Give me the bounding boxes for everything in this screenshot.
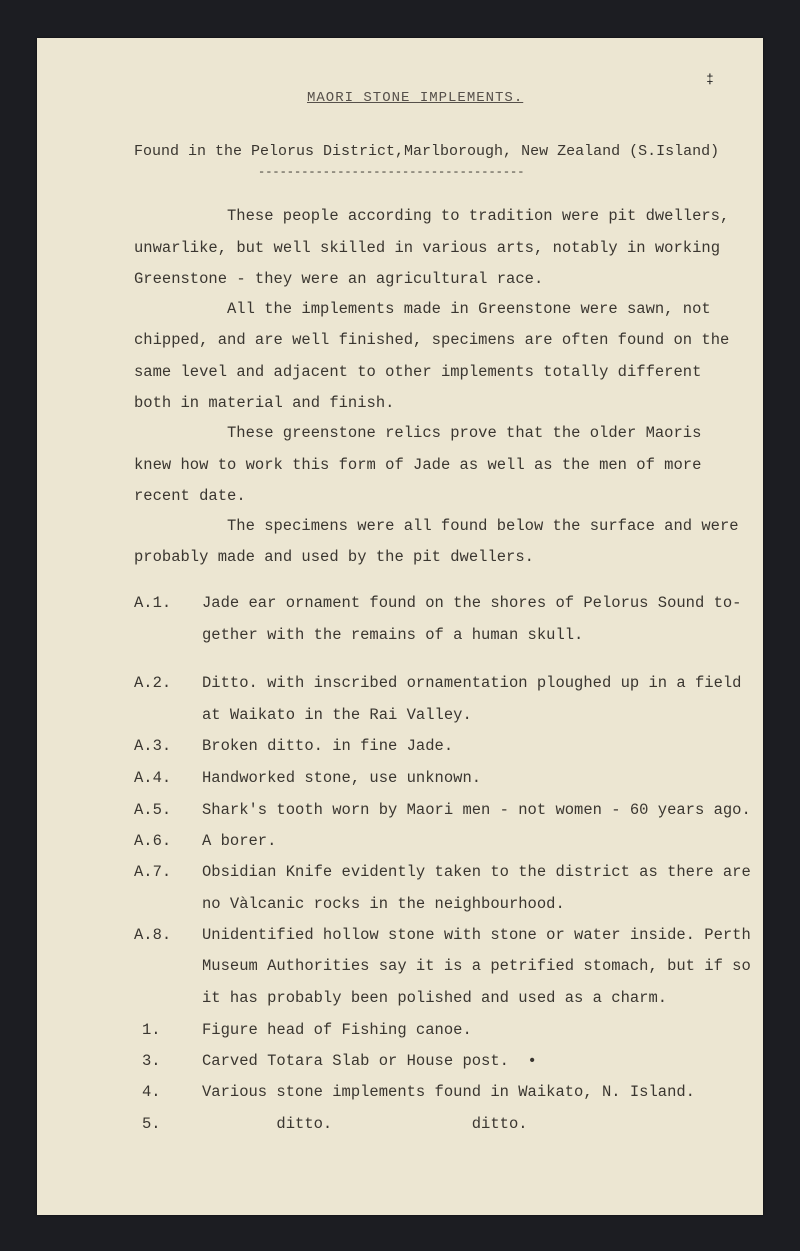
item-text: no Vàlcanic rocks in the neighbourhood. (202, 895, 565, 913)
item-number: 5. (142, 1115, 161, 1133)
para-3-line-2: knew how to work this form of Jade as well as the men of more (134, 456, 702, 474)
para-4-line-2: probably made and used by the pit dwellers. (134, 548, 534, 566)
item-number: A.8. (134, 926, 172, 944)
para-4-line-1: The specimens were all found below the surface and were (227, 517, 739, 535)
item-number: A.7. (134, 863, 172, 881)
para-2-line-4: both in material and finish. (134, 394, 395, 412)
item-text: Figure head of Fishing canoe. (202, 1021, 472, 1039)
corner-mark: ‡ (706, 72, 714, 87)
item-text: A borer. (202, 832, 277, 850)
item-text: at Waikato in the Rai Valley. (202, 706, 472, 724)
item-number: A.3. (134, 737, 172, 755)
document-subtitle: Found in the Pelorus District,Marlborough, New Zealand (S.Island) (134, 143, 720, 160)
item-text: Jade ear ornament found on the shores of Pelorus Sound to- (202, 594, 742, 612)
item-number: 4. (142, 1083, 161, 1101)
item-number: A.5. (134, 801, 172, 819)
item-number: 1. (142, 1021, 161, 1039)
item-number: A.2. (134, 674, 172, 692)
item-text: Broken ditto. in fine Jade. (202, 737, 454, 755)
para-2-line-2: chipped, and are well finished, specimens are often found on the (134, 331, 730, 349)
item-number: 3. (142, 1052, 161, 1070)
item-text: Carved Totara Slab or House post. • (202, 1052, 537, 1070)
para-2-line-1: All the implements made in Greenstone were sawn, not (227, 300, 711, 318)
para-3-line-3: recent date. (134, 487, 246, 505)
document-title: MAORI STONE IMPLEMENTS. (307, 90, 524, 106)
para-2-line-3: same level and adjacent to other implements totally different (134, 363, 702, 381)
item-text: Obsidian Knife evidently taken to the district as there are (202, 863, 751, 881)
item-number: A.1. (134, 594, 172, 612)
item-text: gether with the remains of a human skull. (202, 626, 584, 644)
para-3-line-1: These greenstone relics prove that the older Maoris (227, 424, 702, 442)
subtitle-rule: ------------------------------------- (258, 165, 525, 179)
para-1-line-3: Greenstone - they were an agricultural race. (134, 270, 544, 288)
item-number: A.4. (134, 769, 172, 787)
item-text: Museum Authorities say it is a petrified stomach, but if so (202, 957, 751, 975)
item-text: Shark's tooth worn by Maori men - not women - 60 years ago. (202, 801, 751, 819)
item-number: A.6. (134, 832, 172, 850)
para-1-line-1: These people according to tradition were pit dwellers, (227, 207, 730, 225)
item-text: Handworked stone, use unknown. (202, 769, 482, 787)
item-text: Various stone implements found in Waikato, N. Island. (202, 1083, 695, 1101)
item-text: it has probably been polished and used as a charm. (202, 989, 668, 1007)
para-1-line-2: unwarlike, but well skilled in various arts, notably in working (134, 239, 720, 257)
item-text: Unidentified hollow stone with stone or water inside. Perth (202, 926, 751, 944)
item-text: ditto. ditto. (202, 1115, 528, 1133)
item-text: Ditto. with inscribed ornamentation ploughed up in a field (202, 674, 742, 692)
